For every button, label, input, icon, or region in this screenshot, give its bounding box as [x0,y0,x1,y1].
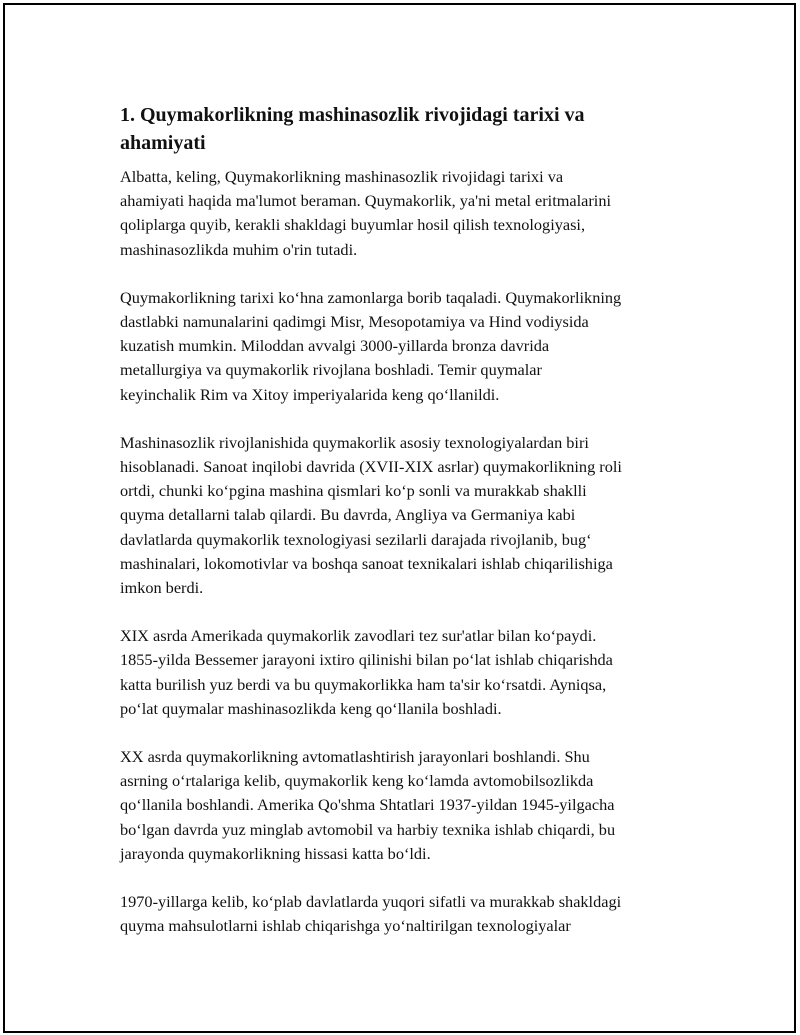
page-border [3,3,796,1033]
section-heading: 1. Quymakorlikning mashinasozlik rivojidagi tarixi va ahamiyati [120,104,585,154]
paragraph-20th-century: XX asrda quymakorlikning avtomatlashtirish jarayonlari boshlandi. Shu asrning oʻrtalariga kelib, quymakorlik keng koʻlamda avtomobilsozlikda qoʻllanila boshlandi. Amerika Qo'shma Shtatlari 1937-yildan 1945-yilgacha boʻlgan davrda yuz minglab avtomobil va harbiy texnika ishlab chiqardi, bu jarayonda quymakorlikning hissasi katta boʻldi. [120,747,616,863]
paragraph-19th-century: XIX asrda Amerikada quymakorlik zavodlari tez sur'atlar bilan koʻpaydi. 1855-yilda Bessemer jarayoni ixtiro qilinishi bilan poʻlat ishlab chiqarishda katta burilish yuz berdi va bu quymakorlikka ham ta'sir koʻrsatdi. Ayniqsa, poʻlat quymalar mashinasozlikda keng qoʻllanila boshladi. [120,626,613,718]
paragraph-industrial-revolution: Mashinasozlik rivojlanishida quymakorlik asosiy texnologiyalardan biri hisoblanadi. Sanoat inqilobi davrida (XVII-XIX asrlar) quymakorlikning roli ortdi, chunki koʻpgina mashina qismlari koʻp sonli va murakkab shaklli quyma detallarni talab qilardi. Bu davrda, Angliya va Germaniya kabi davlatlarda quymakorlik texnologiyasi sezilarli darajada rivojlanib, bugʻ mashinalari, lokomotivlar va boshqa sanoat texnikalari ishlab chiqarilishiga imkon berdi. [120,432,622,598]
paragraph-ancient-history: Quymakorlikning tarixi koʻhna zamonlarga borib taqaladi. Quymakorlikning dastlabki namunalarini qadimgi Misr, Mesopotamiya va Hind vodiysida kuzatish mumkin. Miloddan avvalgi 3000-yillarda bronza davrida metallurgiya va quymakorlik rivojlana boshladi. Temir quymalar keyinchalik Rim va Xitoy imperiyalarida keng qoʻllanildi. [120,287,622,404]
document-body [120,101,700,962]
paragraph-1970s: 1970-yillarga kelib, koʻplab davlatlarda yuqori sifatli va murakkab shakldagi quyma mahsulotlarni ishlab chiqarishga yoʻnaltirilgan texnologiyalar [120,892,622,936]
paragraph-intro: Albatta, keling, Quymakorlikning mashinasozlik rivojidagi tarixi va ahamiyati haqida ma'lumot beraman. Quymakorlik, ya'ni metal eritmalarini qoliplarga quyib, kerakli shakldagi buyumlar hosil qilish texnologiyasi, mashinasozlikda muhim o'rin tutadi. [120,167,611,259]
